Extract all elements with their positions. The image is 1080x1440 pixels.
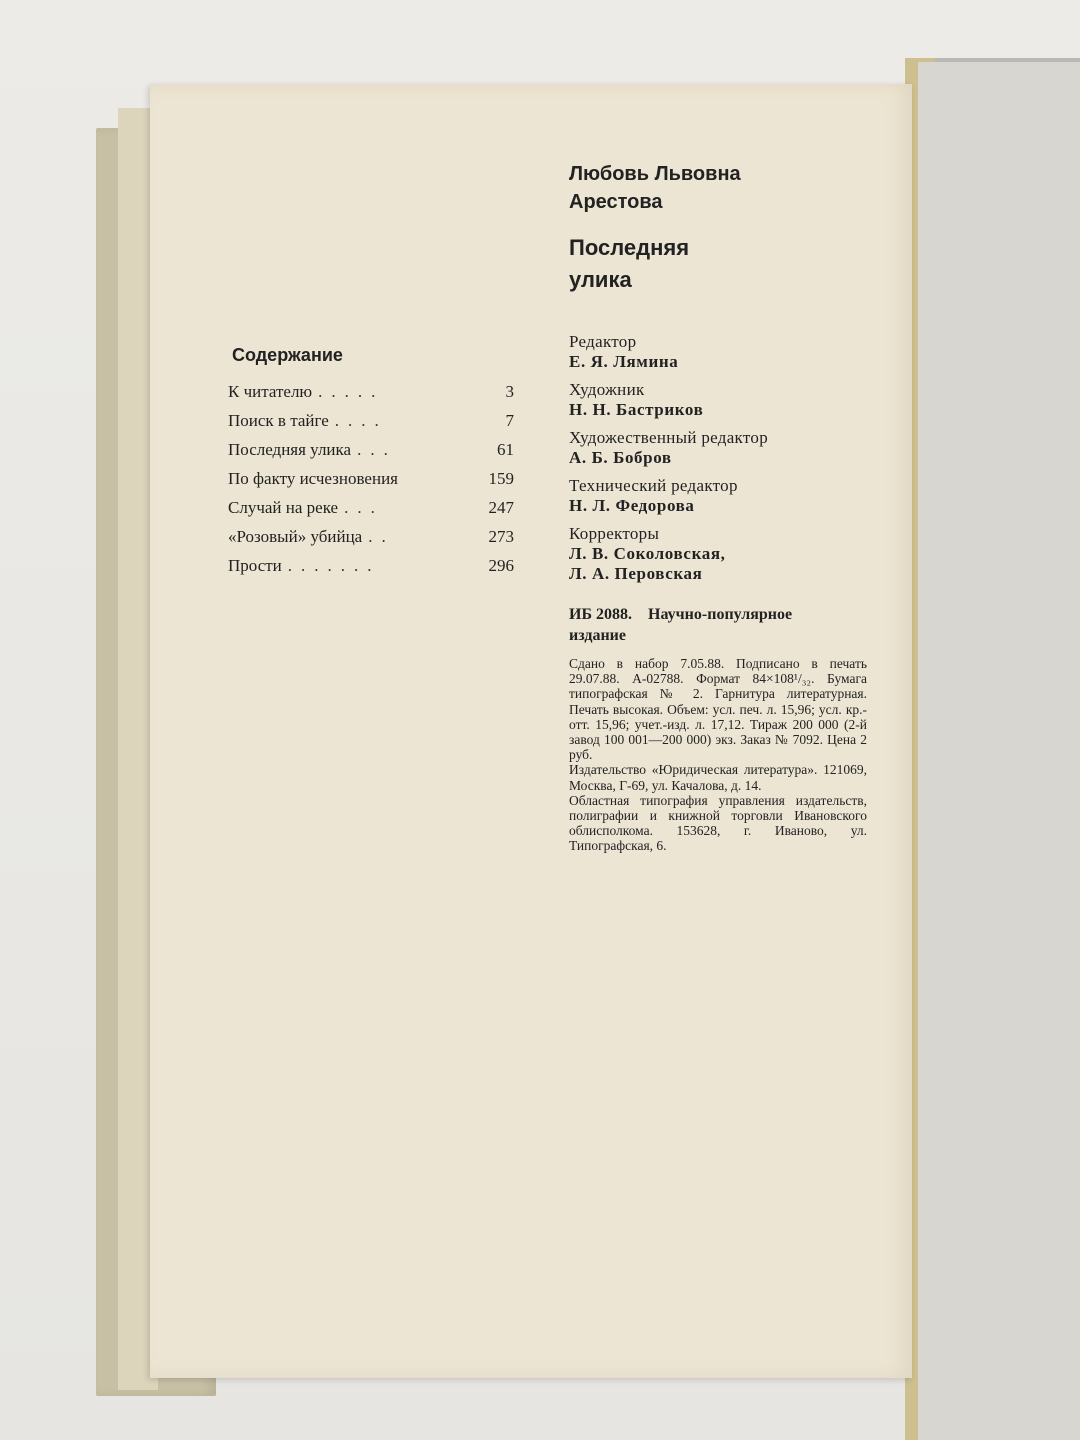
credit-name: Л. А. Перовская: [569, 564, 703, 583]
author-line-1: Любовь Львовна: [569, 163, 741, 185]
credits: [569, 332, 869, 592]
credit-artist: [569, 380, 869, 420]
author-name: [569, 160, 741, 216]
credit-name: Н. Л. Федорова: [569, 496, 695, 515]
edition-line-1: ИБ 2088. Научно-популярное: [569, 606, 793, 623]
credit-role: Технический редактор: [569, 476, 738, 495]
toc-title: «Розовый» убийца: [228, 527, 363, 546]
credit-role: Редактор: [569, 332, 637, 351]
toc-title: Случай на реке: [228, 498, 339, 517]
toc-page: 273: [488, 527, 514, 546]
toc-leader-dots: .....: [318, 382, 385, 401]
imprint-paragraph: Издательство «Юридическая литература». 121069, Москва, Г-69, ул. Качалова, д. 14.: [569, 762, 867, 793]
toc-title: Поиск в тайге: [228, 411, 329, 430]
toc-row: [228, 469, 514, 498]
table-of-contents: [228, 382, 514, 585]
toc-page: 3: [505, 382, 514, 401]
toc-page: 296: [488, 556, 514, 575]
credit-role: Художественный редактор: [569, 428, 768, 447]
toc-row: [228, 382, 514, 411]
credit-editor: [569, 332, 869, 372]
toc-title: Последняя улика: [228, 440, 352, 459]
toc-row: [228, 411, 514, 440]
toc-row: [228, 440, 514, 469]
toc-page: 7: [505, 411, 514, 430]
toc-row: [228, 498, 514, 527]
toc-title: По факту исчезновения: [228, 469, 398, 488]
toc-leader-dots: ...: [357, 440, 397, 459]
title-line-2: улика: [569, 267, 632, 292]
credit-role: Корректоры: [569, 524, 660, 543]
toc-leader-dots: .......: [287, 556, 381, 575]
toc-title: Прости: [228, 556, 282, 575]
credit-name: Л. В. Соколовская,: [569, 544, 726, 563]
credit-name: Е. Я. Лямина: [569, 352, 679, 371]
toc-page: 61: [497, 440, 514, 459]
title-line-1: Последняя: [569, 235, 690, 260]
edition-info: [569, 604, 869, 646]
book-title: [569, 232, 689, 296]
toc-row: [228, 556, 514, 585]
credit-role: Художник: [569, 380, 645, 399]
toc-page: 247: [488, 498, 514, 517]
toc-row: [228, 527, 514, 556]
credit-name: Н. Н. Бастриков: [569, 400, 704, 419]
author-line-2: Арестова: [569, 191, 663, 213]
imprint-paragraph: Сдано в набор 7.05.88. Подписано в печать 29.07.88. А-02788. Формат 84×108¹/₃₂. Бумага типографская № 2. Гарнитура литературная. Печать высокая. Объем: усл. печ. л. 15,96; усл. кр.-отт. 15,96; учет.-изд. л. 17,12. Тираж 200 000 (2-й завод 100 001—200 000) экз. Заказ № 7092. Цена 2 руб.: [569, 656, 867, 763]
edition-line-2: издание: [569, 627, 626, 644]
credit-name: А. Б. Бобров: [569, 448, 672, 467]
credit-art-editor: [569, 428, 869, 468]
credit-tech-editor: [569, 476, 869, 516]
imprint: [569, 656, 867, 854]
toc-page: 159: [488, 469, 514, 488]
toc-leader-dots: ..: [368, 527, 395, 546]
toc-title: К читателю: [228, 382, 313, 401]
toc-leader-dots: ...: [344, 498, 384, 517]
toc-leader-dots: ....: [334, 411, 388, 430]
facing-page: [918, 62, 1080, 1440]
contents-heading: Содержание: [232, 345, 343, 365]
credit-proofreaders: [569, 524, 869, 584]
imprint-paragraph: Областная типография управления издательств, полиграфии и книжной торговли Ивановского облисполкома. 153628, г. Иваново, ул. Типографская, 6.: [569, 792, 867, 854]
